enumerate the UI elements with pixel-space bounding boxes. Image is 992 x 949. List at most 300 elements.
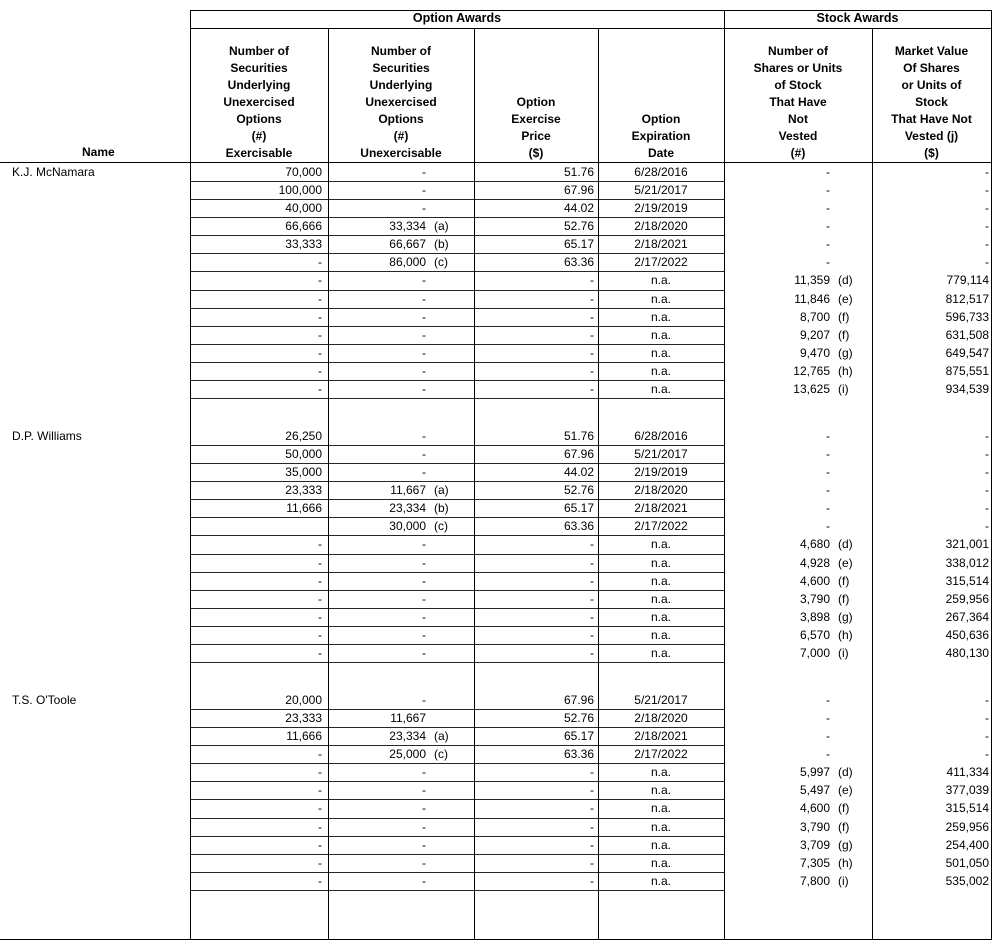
unexercisable-cell: 25,000 [389, 747, 426, 762]
column-header-line: Stock [915, 95, 948, 109]
column-header-line: Exercisable [225, 146, 293, 160]
unexercisable-cell: - [422, 609, 426, 624]
market-value-column-header [872, 30, 991, 162]
unvested-cell: 5,997 [799, 765, 830, 780]
exercisable-cell: - [318, 873, 322, 888]
market-value-cell: 411,334 [946, 765, 989, 780]
price-cell: 67.96 [563, 693, 594, 707]
exercisable-cell: - [318, 573, 322, 588]
column-header-line: (#) [790, 146, 806, 160]
unvested-footnote: (d) [838, 273, 853, 288]
market-value-cell: - [985, 501, 989, 516]
unexercisable-cell: 33,334 [389, 219, 426, 234]
price-cell: - [590, 363, 594, 378]
market-value-cell: - [985, 747, 989, 762]
unexercisable-cell: - [422, 819, 426, 834]
market-value-cell: 377,039 [945, 783, 989, 798]
exercisable-cell: - [318, 309, 322, 324]
exercisable-cell: - [318, 609, 322, 624]
market-value-cell: - [985, 447, 989, 462]
unvested-cell: - [826, 447, 830, 462]
expiration-cell: n.a. [650, 327, 671, 342]
column-header-line: Securities [230, 61, 288, 75]
expiration-cell: n.a. [650, 609, 671, 624]
unexercisable-cell: - [422, 291, 426, 306]
exercisable-cell: - [318, 273, 322, 288]
unexercisable-cell: - [422, 627, 426, 642]
market-value-cell: 934,539 [945, 381, 989, 396]
unexercisable-cell: - [422, 573, 426, 588]
column-header-line: Vested (j) [904, 129, 959, 143]
unvested-footnote: (i) [838, 645, 849, 660]
price-cell: - [590, 873, 594, 888]
market-value-cell: 535,002 [945, 873, 989, 888]
column-header-line: ($) [528, 146, 544, 160]
unexercisable-cell: - [422, 345, 426, 360]
market-value-cell: 875,551 [945, 363, 989, 378]
executive-name: D.P. Williams [12, 429, 82, 443]
market-value-cell: 596,733 [945, 309, 989, 324]
exercisable-cell: - [318, 747, 322, 762]
expiration-cell: n.a. [650, 363, 671, 378]
unvested-cell: 8,700 [799, 309, 830, 324]
unexercisable-cell: - [422, 429, 426, 443]
unvested-footnote: (f) [838, 309, 850, 324]
exercisable-cell: - [318, 327, 322, 342]
exercisable-cell: 35,000 [285, 465, 322, 480]
exercisable-cell: 70,000 [285, 165, 322, 179]
exercisable-cell: - [318, 819, 322, 834]
unvested-footnote: (d) [838, 537, 853, 552]
column-header-line: That Have [769, 95, 827, 109]
unvested-footnote: (f) [838, 819, 850, 834]
expiration-cell: n.a. [650, 645, 671, 660]
price-cell: 65.17 [563, 729, 594, 744]
price-cell: - [590, 591, 594, 606]
unexercisable-cell: - [422, 363, 426, 378]
price-cell: - [590, 801, 594, 816]
unvested-cell: - [826, 465, 830, 480]
price-cell: - [590, 291, 594, 306]
unvested-cell: 11,846 [794, 291, 830, 306]
unexercisable-cell: 23,334 [389, 729, 426, 744]
exercisable-cell: 40,000 [285, 201, 322, 216]
column-header-line: Vested [778, 129, 818, 143]
market-value-cell: - [985, 201, 989, 216]
unexercisable-cell: - [422, 765, 426, 780]
column-header-line: Shares or Units [753, 61, 843, 75]
unexercisable-cell: - [422, 783, 426, 798]
price-cell: - [590, 381, 594, 396]
expiration-cell: n.a. [650, 873, 671, 888]
unvested-footnote: (e) [838, 555, 853, 570]
market-value-cell: 480,130 [945, 645, 989, 660]
unvested-footnote: (e) [838, 783, 853, 798]
unvested-cell: 11,359 [794, 273, 830, 288]
unexercisable-footnote: (b) [434, 237, 449, 252]
market-value-cell: 321,001 [945, 537, 989, 552]
unexercisable-cell: - [422, 309, 426, 324]
exercisable-cell: 11,666 [286, 501, 322, 516]
unvested-footnote: (d) [838, 765, 853, 780]
market-value-cell: 812,517 [945, 291, 989, 306]
table-bottom-border [0, 939, 992, 940]
price-cell: 51.76 [563, 429, 594, 443]
price-cell: - [590, 537, 594, 552]
expiration-cell: 2/18/2020 [634, 483, 688, 498]
unvested-cell: - [826, 483, 830, 498]
unvested-cell: 3,790 [799, 591, 830, 606]
expiration-cell: n.a. [650, 573, 671, 588]
expiration-cell: 2/18/2021 [634, 501, 688, 516]
name-column-header: Name [82, 145, 115, 159]
expiration-cell: 2/18/2021 [634, 237, 688, 252]
expiration-cell: n.a. [650, 765, 671, 780]
unvested-cell: 3,709 [799, 837, 830, 852]
unvested-footnote: (g) [838, 345, 853, 360]
column-header-line: Number of [229, 44, 289, 58]
market-value-cell: 501,050 [945, 855, 989, 870]
market-value-cell: 649,547 [945, 345, 989, 360]
unvested-cell: 9,207 [799, 327, 830, 342]
unexercisable-column-header [328, 30, 474, 162]
price-cell: - [590, 627, 594, 642]
market-value-cell: 259,956 [945, 819, 989, 834]
unexercisable-cell: - [422, 855, 426, 870]
exercisable-column-header [190, 30, 328, 162]
unexercisable-cell: 11,667 [390, 711, 426, 726]
unvested-footnote: (h) [838, 363, 853, 378]
unvested-cell: 9,470 [799, 345, 830, 360]
unexercisable-cell: - [422, 873, 426, 888]
expiration-cell: n.a. [650, 381, 671, 396]
unvested-cell: - [826, 183, 830, 198]
unvested-cell: - [826, 729, 830, 744]
exercisable-cell: 33,333 [285, 237, 322, 252]
unvested-cell: 6,570 [799, 627, 830, 642]
unexercisable-cell: - [422, 183, 426, 198]
column-header-line: Market Value [894, 44, 969, 58]
unexercisable-cell: - [422, 447, 426, 462]
price-cell: - [590, 345, 594, 360]
price-cell: 52.76 [563, 711, 594, 726]
unvested-cell: 4,600 [799, 573, 830, 588]
market-value-cell: - [985, 729, 989, 744]
executive-name: T.S. O'Toole [12, 693, 77, 707]
unvested-footnote: (f) [838, 327, 850, 342]
market-value-cell: 254,400 [945, 837, 989, 852]
unvested-cell: 13,625 [793, 381, 830, 396]
unexercisable-footnote: (a) [434, 729, 449, 744]
unexercisable-footnote: (c) [434, 255, 448, 270]
unexercisable-footnote: (a) [434, 219, 449, 234]
column-header-line: Price [521, 129, 551, 143]
exercisable-cell: - [318, 345, 322, 360]
expiration-cell: 2/17/2022 [634, 255, 688, 270]
market-value-cell: - [985, 483, 989, 498]
column-header-line: Underlying [227, 78, 291, 92]
price-cell: - [590, 573, 594, 588]
exercisable-cell: 11,666 [286, 729, 322, 744]
price-cell: 65.17 [563, 501, 594, 516]
market-value-cell: 315,514 [945, 573, 989, 588]
column-header-line: ($) [924, 146, 939, 160]
expiration-cell: n.a. [650, 783, 671, 798]
unexercisable-cell: - [422, 801, 426, 816]
price-cell: - [590, 645, 594, 660]
exercisable-cell: 100,000 [278, 183, 322, 198]
expiration-cell: 2/18/2020 [634, 711, 688, 726]
unexercisable-cell: - [422, 201, 426, 216]
unvested-cell: 12,765 [793, 363, 830, 378]
column-header-line: Option [516, 95, 556, 109]
column-header-line: Not [788, 112, 808, 126]
unvested-cell: - [826, 219, 830, 234]
price-cell: 44.02 [563, 201, 594, 216]
price-cell: 63.36 [563, 255, 594, 270]
column-header-line: Expiration [631, 129, 691, 143]
unvested-cell: 4,600 [799, 801, 830, 816]
market-value-cell: - [985, 237, 989, 252]
unvested-footnote: (f) [838, 591, 850, 606]
unvested-footnote: (h) [838, 627, 853, 642]
unexercisable-cell: 66,667 [389, 237, 426, 252]
price-cell: 65.17 [563, 237, 594, 252]
expiration-cell: n.a. [650, 291, 671, 306]
unvested-cell: 3,790 [799, 819, 830, 834]
unvested-cell: - [826, 501, 830, 516]
unexercisable-cell: - [422, 537, 426, 552]
market-value-cell: - [985, 255, 989, 270]
exercisable-cell: 66,666 [285, 219, 322, 234]
exercisable-cell: 20,000 [285, 693, 322, 707]
market-value-cell: - [985, 165, 989, 179]
unexercisable-cell: - [422, 381, 426, 396]
price-cell: - [590, 609, 594, 624]
exercisable-cell: 26,250 [285, 429, 322, 443]
unexercisable-cell: 11,667 [390, 483, 426, 498]
column-header-line: Unexercised [223, 95, 295, 109]
price-cell: - [590, 783, 594, 798]
row-rule [190, 890, 724, 891]
unvested-cell: 7,000 [799, 645, 830, 660]
unvested-footnote: (g) [838, 837, 853, 852]
exercisable-cell: - [318, 837, 322, 852]
unvested-cell: 7,800 [799, 873, 830, 888]
column-header-line: or Units of [901, 78, 962, 92]
price-cell: - [590, 819, 594, 834]
price-cell: 52.76 [563, 483, 594, 498]
market-value-cell: - [985, 429, 989, 443]
column-header-line: Date [647, 146, 674, 160]
column-header-line: Unexercised [365, 95, 437, 109]
exercisable-cell: - [318, 801, 322, 816]
market-value-cell: - [985, 519, 989, 534]
expiration-cell: 2/19/2019 [634, 201, 688, 216]
unexercisable-cell: - [422, 165, 426, 179]
expiration-cell: n.a. [650, 837, 671, 852]
expiration-cell: 6/28/2016 [634, 429, 688, 443]
unexercisable-cell: - [422, 555, 426, 570]
unexercisable-cell: - [422, 465, 426, 480]
exercisable-cell: - [318, 645, 322, 660]
column-header-line: (#) [393, 129, 409, 143]
unvested-cell: - [826, 165, 830, 179]
market-value-cell: 450,636 [945, 627, 989, 642]
expiration-column-header [598, 30, 724, 162]
unexercisable-cell: 23,334 [389, 501, 426, 516]
column-header-line: Option [641, 112, 681, 126]
expiration-cell: n.a. [650, 591, 671, 606]
price-cell: - [590, 273, 594, 288]
unexercisable-footnote: (a) [434, 483, 449, 498]
exercisable-cell: 23,333 [285, 483, 322, 498]
exercisable-cell: - [318, 855, 322, 870]
expiration-cell: n.a. [650, 537, 671, 552]
exercisable-cell: - [318, 555, 322, 570]
price-cell: 52.76 [563, 219, 594, 234]
price-cell: 44.02 [563, 465, 594, 480]
expiration-cell: n.a. [650, 801, 671, 816]
unvested-footnote: (h) [838, 855, 853, 870]
unexercisable-cell: - [422, 645, 426, 660]
price-cell: 67.96 [563, 447, 594, 462]
column-header-line: Underlying [369, 78, 433, 92]
expiration-cell: n.a. [650, 819, 671, 834]
market-value-cell: 267,364 [945, 609, 989, 624]
expiration-cell: 5/21/2017 [634, 693, 688, 707]
market-value-cell: 338,012 [945, 555, 989, 570]
expiration-cell: n.a. [650, 555, 671, 570]
exercisable-cell: - [318, 537, 322, 552]
row-rule [190, 398, 724, 399]
price-cell: - [590, 765, 594, 780]
market-value-cell: - [985, 183, 989, 198]
unexercisable-footnote: (c) [434, 747, 448, 762]
expiration-cell: n.a. [650, 309, 671, 324]
market-value-cell: 779,114 [946, 273, 989, 288]
column-header-line: Of Shares [903, 61, 960, 75]
column-header-line: Number of [371, 44, 431, 58]
exercisable-cell: - [318, 783, 322, 798]
expiration-cell: 5/21/2017 [634, 447, 688, 462]
row-rule [190, 662, 724, 663]
expiration-cell: 2/19/2019 [634, 465, 688, 480]
unvested-footnote: (i) [838, 381, 849, 396]
unvested-cell: - [826, 237, 830, 252]
price-cell: 63.36 [563, 519, 594, 534]
price-cell: - [590, 327, 594, 342]
exercisable-cell: - [318, 381, 322, 396]
exercisable-cell: - [318, 765, 322, 780]
expiration-cell: 2/17/2022 [634, 519, 688, 534]
market-value-cell: - [985, 693, 989, 707]
unexercisable-cell: 30,000 [389, 519, 426, 534]
unexercisable-cell: - [422, 327, 426, 342]
market-value-cell: - [985, 711, 989, 726]
unvested-cell: - [826, 429, 830, 443]
unexercisable-footnote: (b) [434, 501, 449, 516]
unexercisable-cell: - [422, 837, 426, 852]
expiration-cell: 2/18/2021 [634, 729, 688, 744]
column-header-line: Securities [372, 61, 430, 75]
market-value-cell: 259,956 [945, 591, 989, 606]
market-value-cell: 315,514 [945, 801, 989, 816]
unexercisable-footnote: (c) [434, 519, 448, 534]
unexercisable-cell: - [422, 693, 426, 707]
column-header-line: Options [236, 112, 282, 126]
column-header-line: That Have Not [891, 112, 972, 126]
exercisable-cell: - [318, 255, 322, 270]
exercisable-cell: - [318, 627, 322, 642]
unvested-cell: - [826, 255, 830, 270]
expiration-cell: 2/18/2020 [634, 219, 688, 234]
expiration-cell: 6/28/2016 [634, 165, 688, 179]
unexercisable-cell: 86,000 [389, 255, 426, 270]
unvested-cell: - [826, 519, 830, 534]
price-cell: - [590, 855, 594, 870]
column-header-line: of Stock [774, 78, 822, 92]
price-cell: - [590, 309, 594, 324]
unvested-cell: 4,928 [799, 555, 830, 570]
unvested-cell: - [826, 693, 830, 707]
expiration-cell: 2/17/2022 [634, 747, 688, 762]
price-cell: 67.96 [563, 183, 594, 198]
unvested-footnote: (i) [838, 873, 849, 888]
unexercisable-cell: - [422, 273, 426, 288]
unvested-footnote: (f) [838, 573, 850, 588]
unvested-footnote: (g) [838, 609, 853, 624]
exercisable-cell: 23,333 [285, 711, 322, 726]
expiration-cell: 5/21/2017 [634, 183, 688, 198]
stock-awards-title: Stock Awards [816, 11, 899, 25]
unvested-cell: - [826, 201, 830, 216]
market-value-cell: 631,508 [945, 327, 989, 342]
exercisable-cell: - [318, 591, 322, 606]
column-header-line: Options [378, 112, 424, 126]
unexercisable-cell: - [422, 591, 426, 606]
column-header-line: Number of [768, 44, 828, 58]
unvested-cell: 7,305 [799, 855, 830, 870]
price-cell: - [590, 555, 594, 570]
unvested-cell: - [826, 747, 830, 762]
price-cell: 51.76 [563, 165, 594, 179]
exercisable-cell: - [318, 363, 322, 378]
price-cell: - [590, 837, 594, 852]
column-header-line: Unexercisable [360, 146, 442, 160]
header-bottom-border [0, 162, 992, 163]
unvested-cell: 3,898 [799, 609, 830, 624]
expiration-cell: n.a. [650, 627, 671, 642]
unvested-footnote: (e) [838, 291, 853, 306]
expiration-cell: n.a. [650, 855, 671, 870]
column-header-line: (#) [251, 129, 267, 143]
price-column-header [474, 30, 598, 162]
price-cell: 63.36 [563, 747, 594, 762]
unvested-cell: 4,680 [799, 537, 830, 552]
market-value-cell: - [985, 465, 989, 480]
unvested-cell: - [826, 711, 830, 726]
unvested-footnote: (f) [838, 801, 850, 816]
option-awards-title: Option Awards [412, 11, 502, 25]
column-header-line: Exercise [511, 112, 561, 126]
expiration-cell: n.a. [650, 345, 671, 360]
market-value-cell: - [985, 219, 989, 234]
executive-name: K.J. McNamara [12, 165, 95, 179]
exercisable-cell: 50,000 [285, 447, 322, 462]
expiration-cell: n.a. [650, 273, 671, 288]
unvested-cell: 5,497 [799, 783, 830, 798]
